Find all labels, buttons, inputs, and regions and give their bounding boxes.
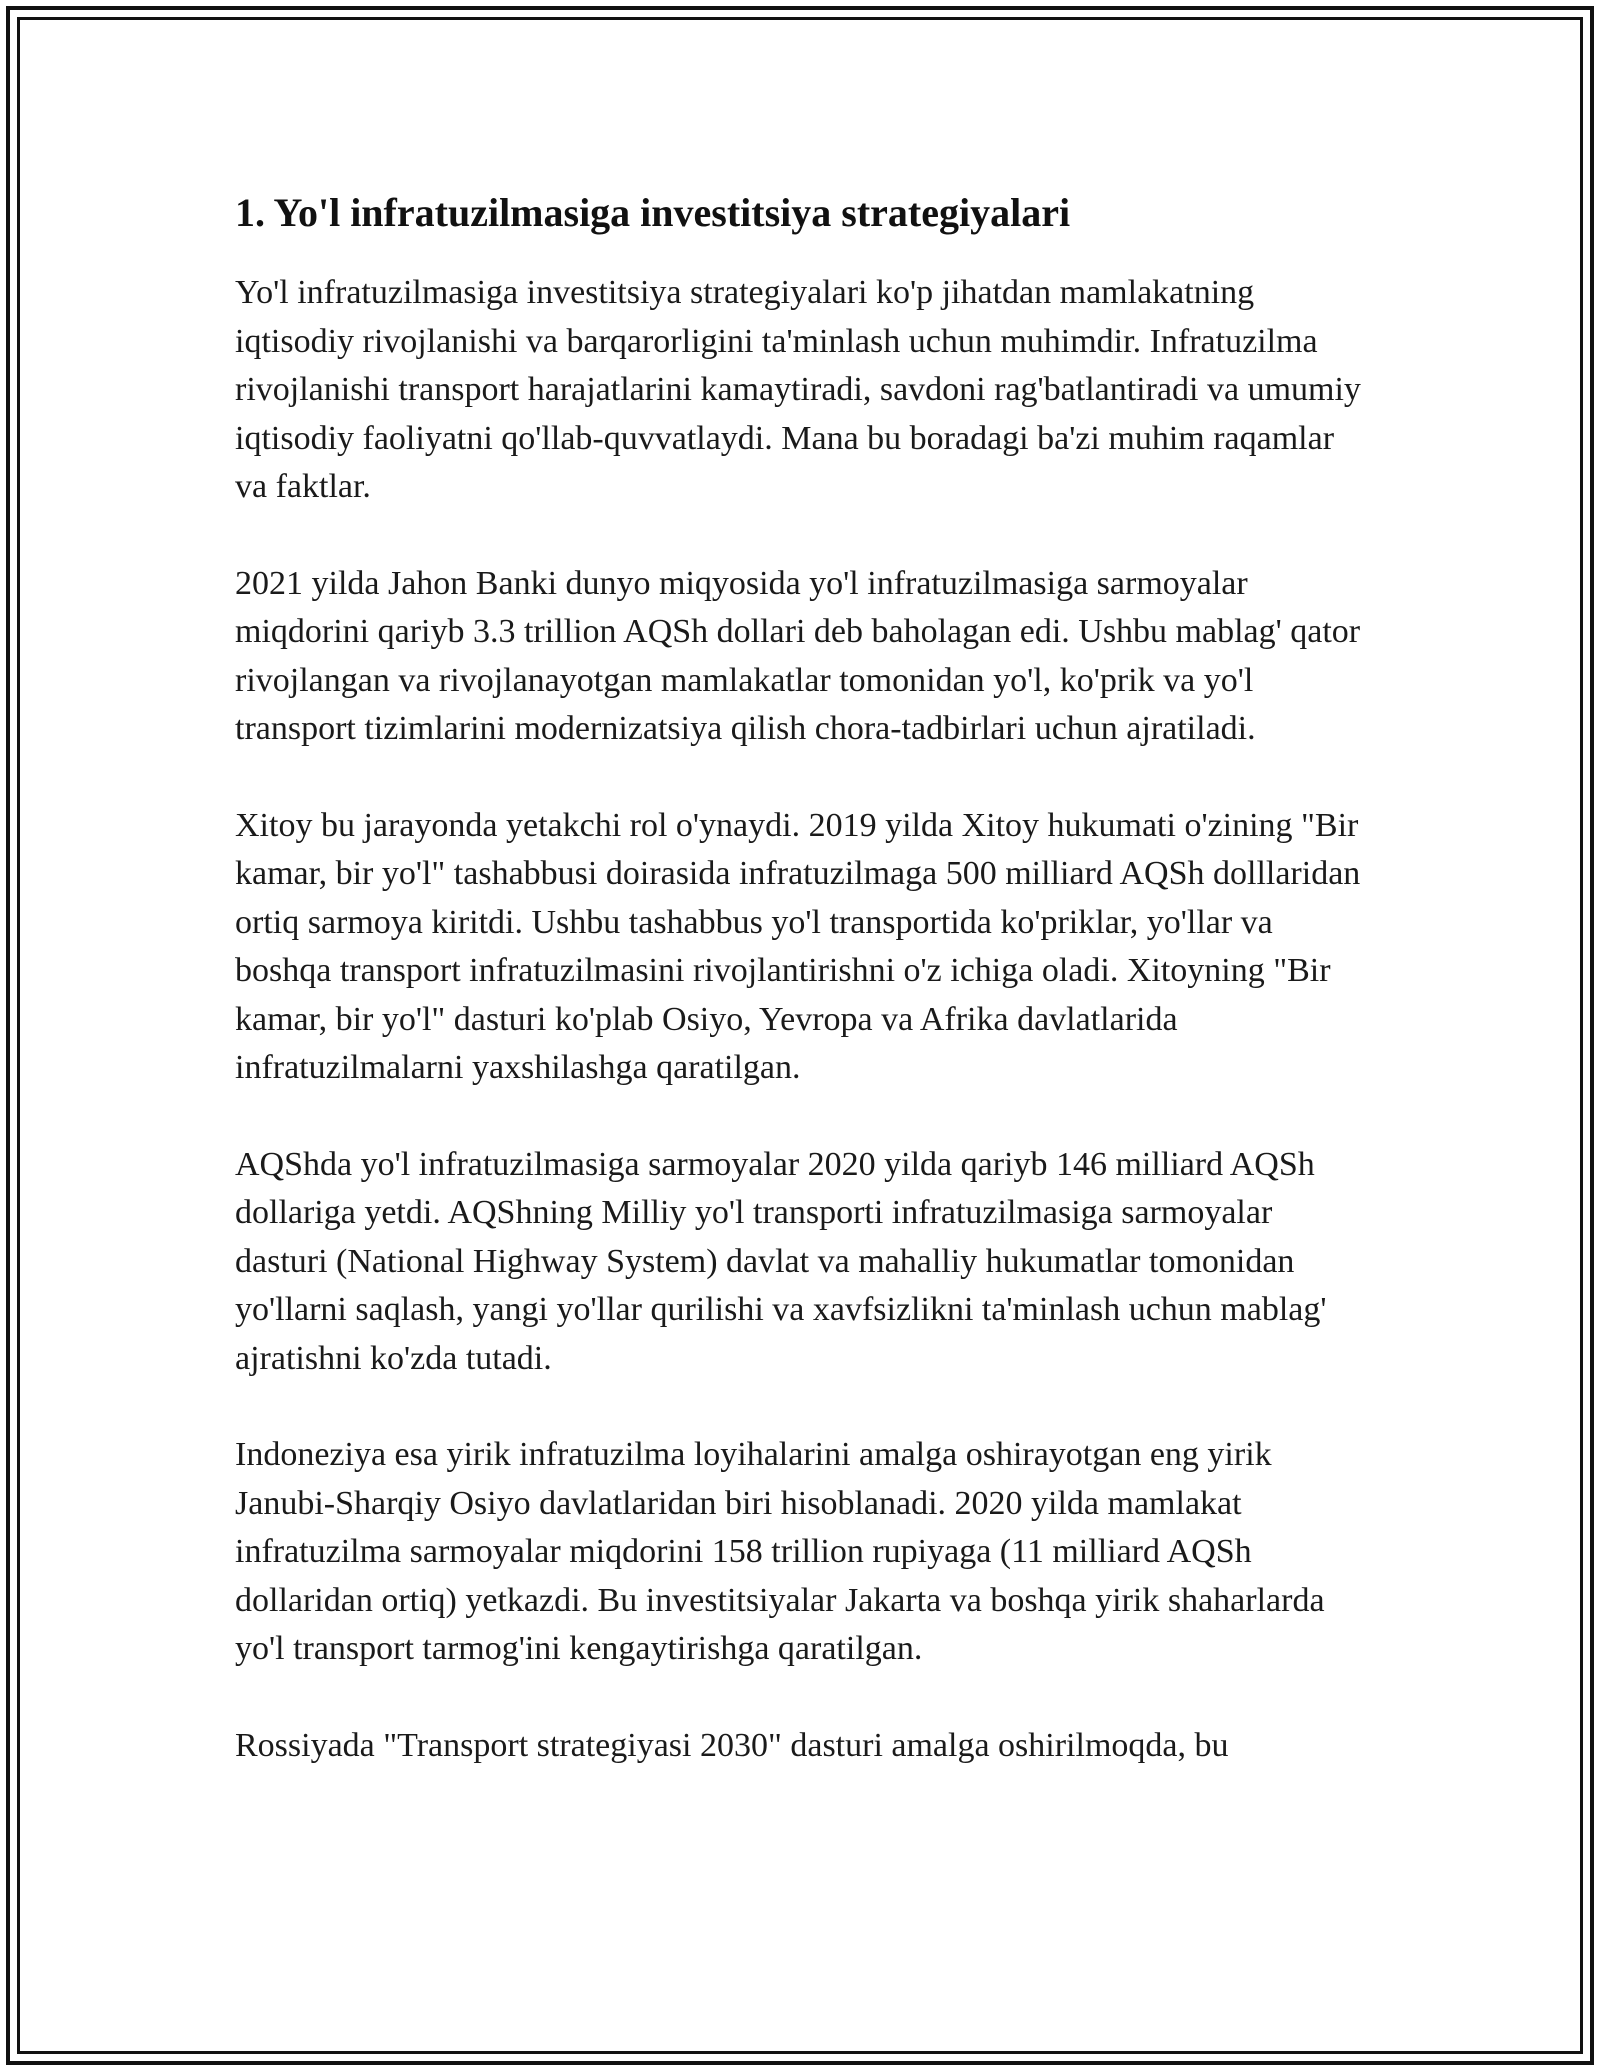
paragraph-usa: AQShda yo'l infratuzilmasiga sarmoyalar 2020 yilda qariyb 146 milliard AQSh dollariga yetdi. AQShning Milliy yo'l transporti infratuzilmasiga sarmoyalar dasturi (National Highway System) davlat va mahalliy hukumatlar tomonidan yo'llarni saqlash, yangi yo'llar qurilishi va xavfsizlikni ta'minlash uchun mablag' ajratishni ko'zda tutadi. xyxy=(235,1145,1327,1377)
paragraph-indonesia: Indoneziya esa yirik infratuzilma loyihalarini amalga oshirayotgan eng yirik Janubi-Sharqiy Osiyo davlatlaridan biri hisoblanadi. 2020 yilda mamlakat infratuzilma sarmoyalar miqdorini 158 trillion rupiyaga (11 milliard AQSh dollaridan ortiq) yetkazdi. Bu investitsiyalar Jakarta va boshqa yirik shaharlarda yo'l transport tarmog'ini kengaytirishga qaratilgan. xyxy=(235,1436,1325,1667)
paragraph-intro: Yo'l infratuzilmasiga investitsiya strategiyalari ko'p jihatdan mamlakatning iqtisodiy rivojlanishi va barqarorligini ta'minlash uchun muhimdir. Infratuzilma rivojlanishi transport harajatlarini kamaytiradi, savdoni rag'batlantiradi va umumiy iqtisodiy faoliyatni qo'llab-quvvatlaydi. Mana bu boradagi ba'zi muhim raqamlar va faktlar. xyxy=(235,274,1361,505)
document-body xyxy=(235,185,1365,1818)
paragraph-world-bank: 2021 yilda Jahon Banki dunyo miqyosida yo'l infratuzilmasiga sarmoyalar miqdorini qariyb 3.3 trillion AQSh dollari deb baholagan edi. Ushbu mablag' qator rivojlangan va rivojlanayotgan mamlakatlar tomonidan yo'l, ko'prik va yo'l transport tizimlarini modernizatsiya qilish chora-tadbirlari uchun ajratiladi. xyxy=(235,564,1361,747)
section-heading: 1. Yo'l infratuzilmasiga investitsiya strategiyalari xyxy=(235,190,1071,235)
paragraph-china: Xitoy bu jarayonda yetakchi rol o'ynaydi. 2019 yilda Xitoy hukumati o'zining "Bir kamar, bir yo'l" tashabbusi doirasida infratuzilmaga 500 milliard AQSh dolllaridan ortiq sarmoya kiritdi. Ushbu tashabbus yo'l transportida ko'priklar, yo'llar va boshqa transport infratuzilmasini rivojlantirishni o'z ichiga oladi. Xitoyning "Bir kamar, bir yo'l" dasturi ko'plab Osiyo, Yevropa va Afrika davlatlarida infratuzilmalarni yaxshilashga qaratilgan. xyxy=(235,806,1361,1086)
paragraph-russia: Rossiyada "Transport strategiyasi 2030" dasturi amalga oshirilmoqda, bu xyxy=(235,1726,1229,1764)
